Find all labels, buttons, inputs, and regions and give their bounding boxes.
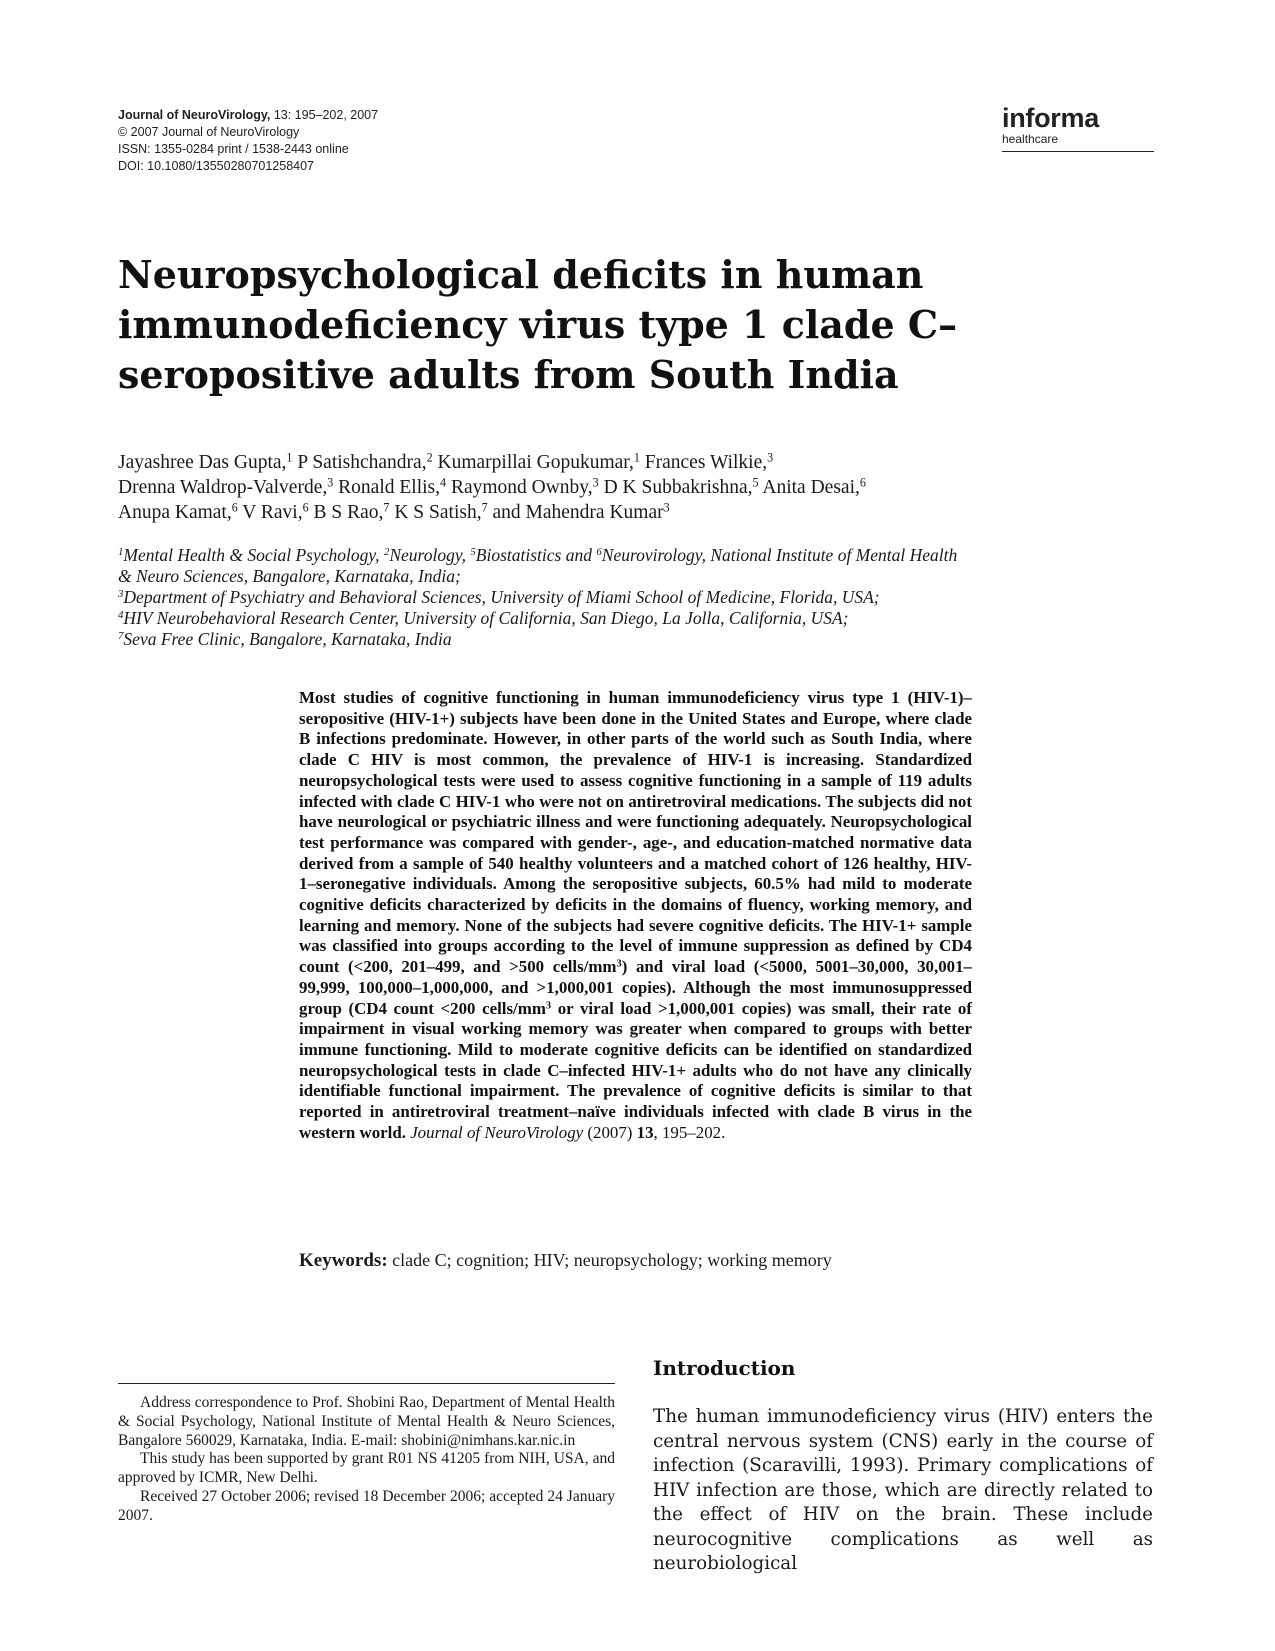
keywords-text: clade C; cognition; HIV; neuropsychology; working memory: [387, 1250, 832, 1270]
affiliation-marker: 1: [118, 546, 124, 559]
author-affiliation-marker: 3: [592, 475, 599, 490]
affiliation-marker: 6: [596, 546, 602, 559]
author-affiliation-marker: 5: [752, 475, 759, 490]
citation-journal: Journal of NeuroVirology: [410, 1122, 584, 1142]
footnote-dates: Received 27 October 2006; revised 18 December 2006; accepted 24 January 2007.: [118, 1487, 615, 1524]
keywords: [299, 1249, 999, 1272]
author-affiliation-marker: 4: [440, 475, 447, 490]
introduction-body: The human immunodeficiency virus (HIV) enters the central nervous system (CNS) early in the course of infection (Scaravilli, 1993). Primary complications of HIV infection are those, which are directly related to the effect of HIV on the brain. These include neurocognitive complications as well as neurobiological: [653, 1406, 1153, 1574]
affiliation-line: & Neuro Sciences, Bangalore, Karnataka, India;: [118, 566, 461, 586]
author-name: Kumarpillai Gopukumar,: [432, 452, 634, 473]
author-name: Anita Desai,: [758, 477, 860, 498]
affiliation-marker: 4: [118, 609, 124, 622]
abstract-text: Most studies of cognitive functioning in human immunodeficiency virus type 1 (HIV-1)–seropositive (HIV-1+) subjects have been done in the United States and Europe, where clade B infections predominate. However, in other parts of the world such as South India, where clade C HIV is most common, the prevalence of HIV-1 is increasing. Standardized neuropsychological tests were used to assess cognitive functioning in a sample of 119 adults infected with clade C HIV-1 who were not on antiretroviral medications. The subjects did not have neurological or psychiatric illness and were functioning adequately. Neuropsychological test performance was compared with gender-, age-, and education-matched normative data derived from a sample of 540 healthy volunteers and a matched cohort of 126 healthy, HIV-1–seronegative individuals. Among the seropositive subjects, 60.5% had mild to moderate cognitive deficits characterized by deficits in the domains of fluency, working memory, and learning and memory. None of the subjects had severe cognitive deficits. The HIV-1+ sample was classified into groups according to the level of immune suppression as defined by CD4 count (<200, 201–499, and >500 cells/mm: [299, 688, 972, 977]
affiliation-text: Neurovirology, National Institute of Mental Health: [601, 545, 958, 565]
footnote-funding: This study has been supported by grant R01 NS 41205 from NIH, USA, and approved by ICMR, New Delhi.: [118, 1450, 615, 1487]
author-list: [118, 450, 1148, 525]
superscript: 3: [616, 958, 622, 970]
author-name: Ronald Ellis,: [333, 477, 441, 498]
author-affiliation-marker: 6: [231, 500, 238, 515]
author-name: Jayashree Das Gupta,: [118, 452, 287, 473]
author-name: Anupa Kamat,: [118, 502, 232, 523]
publisher-brand: informa: [1002, 103, 1099, 133]
affiliation-marker: 5: [470, 546, 476, 559]
author-line: [118, 475, 1148, 500]
affiliation-line: [118, 629, 1158, 650]
author-line: [118, 450, 1148, 475]
footnote-divider: [118, 1383, 615, 1384]
abstract-text: ) and viral load (<5000, 5001–30,000, 30,001–99,999, 100,000–1,000,000, and >1,000,001 copies). Although the most immunosuppressed group (CD4 count <200 cells/mm: [299, 957, 972, 1018]
author-name: and Mahendra Kumar: [487, 502, 664, 523]
author-affiliation-marker: 3: [767, 450, 774, 465]
affiliation-marker: 7: [118, 630, 124, 643]
author-name: P Satishchandra,: [292, 452, 427, 473]
author-affiliation-marker: 7: [383, 500, 390, 515]
keywords-label: Keywords:: [299, 1250, 388, 1271]
abstract: [299, 688, 972, 1143]
abstract-text: or viral load >1,000,001 copies) was small, their rate of impairment in visual working memory was greater when compared to groups with better immune functioning. Mild to moderate cognitive deficits can be identified on standardized neuropsychological tests in clade C–infected HIV-1+ adults who do not have any clinically identifiable functional impairment. The prevalence of cognitive deficits is similar to that reported in antiretroviral treatment–naïve individuals infected with clade B virus in the western world.: [299, 998, 972, 1142]
affiliation-line: [118, 587, 1158, 608]
affiliation-marker: 2: [383, 546, 390, 559]
author-name: D K Subbakrishna,: [598, 477, 753, 498]
journal-volume-pages: 13: 195–202, 2007: [270, 108, 379, 122]
affiliation-text: Neurology,: [389, 545, 471, 565]
footnotes: [118, 1394, 615, 1526]
citation-year: (2007): [583, 1122, 637, 1142]
author-affiliation-marker: 1: [633, 450, 640, 465]
author-name: Drenna Waldrop-Valverde,: [118, 477, 328, 498]
author-affiliation-marker: 7: [481, 500, 488, 515]
citation-volume: 13: [636, 1122, 654, 1142]
footnote-correspondence: Address correspondence to Prof. Shobini Rao, Department of Mental Health & Social Psychology, National Institute of Mental Health & Neuro Sciences, Bangalore 560029, Karnataka, India. E-mail: shobini@nimhans.kar.nic.in: [118, 1394, 615, 1449]
abstract-citation: [410, 1123, 725, 1142]
affiliation-text: HIV Neurobehavioral Research Center, University of California, San Diego, La Jolla, California, USA;: [123, 608, 849, 628]
section-heading-introduction: Introduction: [653, 1356, 796, 1380]
publisher-logo: [1002, 104, 1154, 152]
superscript: 3: [545, 999, 552, 1011]
affiliation-text: Department of Psychiatry and Behavioral Sciences, University of Miami School of Medicine, Florida, USA;: [123, 587, 880, 607]
affiliation-line: [118, 608, 1158, 629]
affiliation-list: [118, 545, 1158, 650]
affiliation-text: Biostatistics and: [475, 545, 597, 565]
affiliation-line: [118, 545, 1158, 566]
journal-doi: DOI: 10.1080/13550280701258407: [118, 159, 315, 173]
journal-header: [118, 107, 378, 175]
author-name: B S Rao,: [308, 502, 384, 523]
author-name: V Ravi,: [237, 502, 303, 523]
author-affiliation-marker: 1: [286, 450, 293, 465]
affiliation-text: Seva Free Clinic, Bangalore, Karnataka, India: [123, 629, 452, 649]
author-line: [118, 500, 1148, 525]
author-affiliation-marker: 2: [426, 450, 433, 465]
author-affiliation-marker: 6: [302, 500, 309, 515]
affiliation-marker: 3: [118, 588, 124, 601]
article-title: Neuropsychological deficits in human immunodeficiency virus type 1 clade C–seropositive adults from South India: [118, 252, 958, 397]
journal-citation-line: [118, 107, 378, 124]
author-name: Frances Wilkie,: [639, 452, 768, 473]
author-affiliation-marker: 3: [663, 500, 670, 515]
affiliation-text: Mental Health & Social Psychology,: [123, 545, 384, 565]
journal-issn: ISSN: 1355-0284 print / 1538-2443 online: [118, 142, 349, 156]
journal-copyright: © 2007 Journal of NeuroVirology: [118, 125, 300, 139]
author-name: Raymond Ownby,: [446, 477, 593, 498]
author-affiliation-marker: 3: [327, 475, 334, 490]
author-name: K S Satish,: [389, 502, 482, 523]
citation-pages: , 195–202.: [653, 1122, 726, 1142]
journal-name: Journal of NeuroVirology,: [118, 108, 271, 122]
author-affiliation-marker: 6: [859, 475, 866, 490]
publisher-subbrand: healthcare: [1002, 132, 1059, 146]
